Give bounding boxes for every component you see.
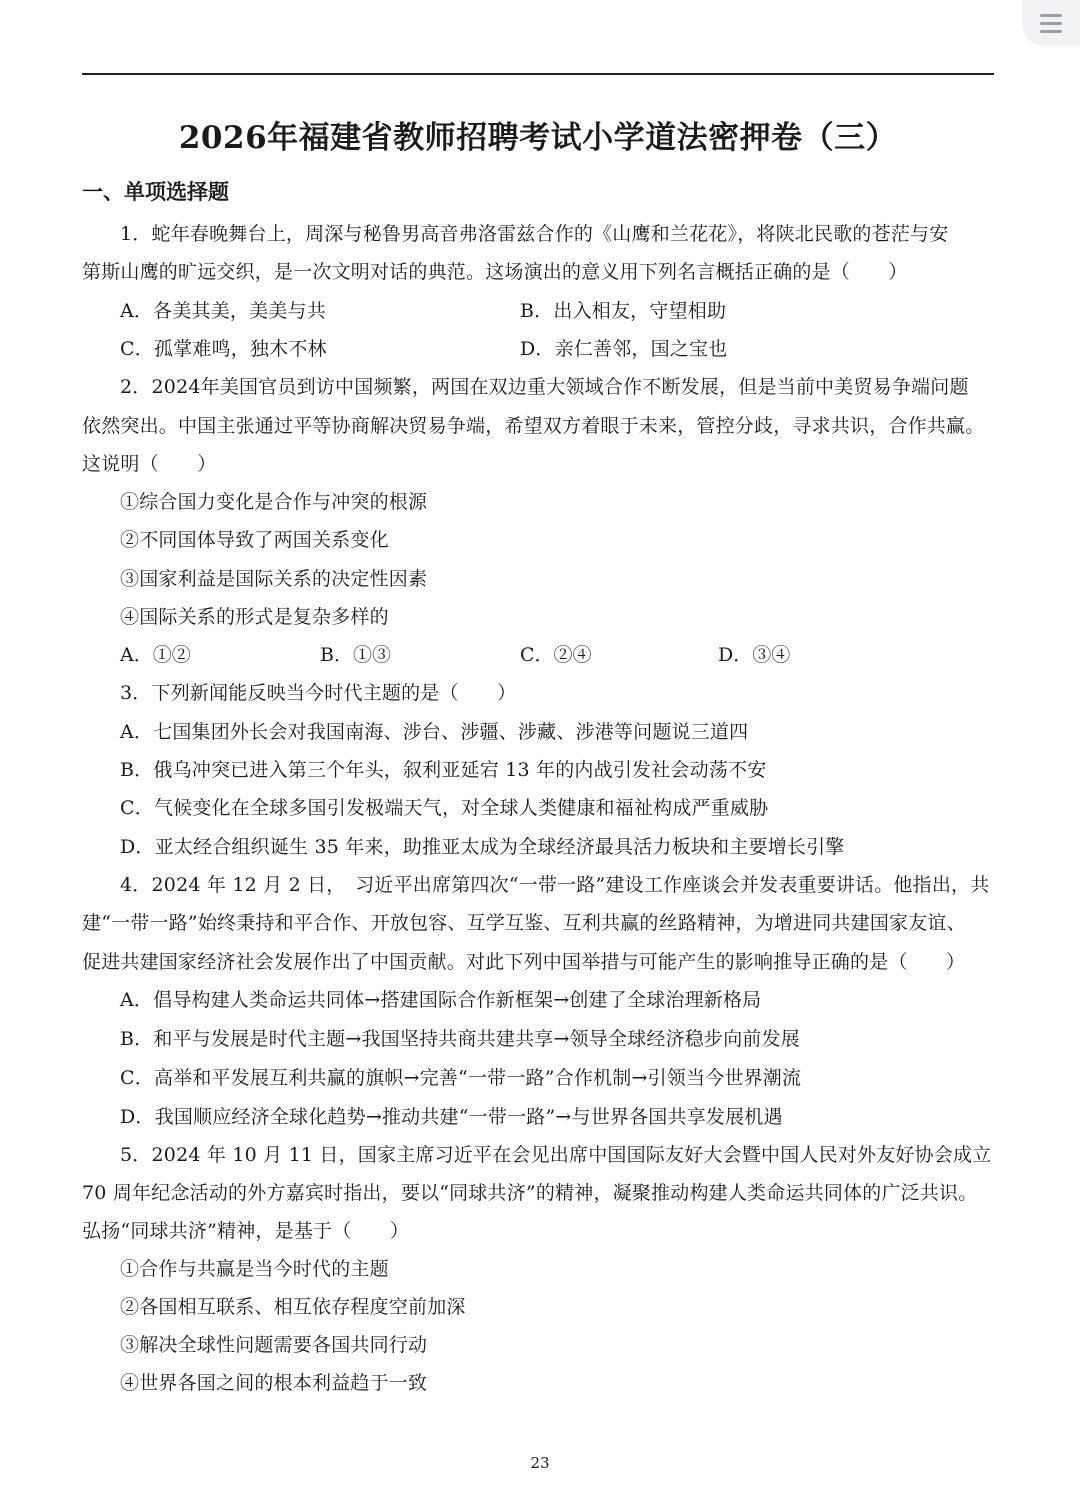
q5-stem-line3: 弘扬“同球共济”精神，是基于（ ） xyxy=(82,1220,410,1242)
page-number: 23 xyxy=(530,1454,550,1472)
q5-statement-2: ②各国相互联系、相互依存程度空前加深 xyxy=(120,1296,466,1318)
menu-icon[interactable] xyxy=(1022,0,1080,46)
q1-option-d: D．亲仁善邻，国之宝也 xyxy=(520,338,728,360)
q1-stem-line2: 第斯山鹰的旷远交织，是一次文明对话的典范。这场演出的意义用下列名言概括正确的是（ ） xyxy=(82,261,908,283)
q2-stem-line2: 依然突出。中国主张通过平等协商解决贸易争端，希望双方着眼于未来，管控分歧，寻求共识，合作共赢。 xyxy=(82,415,985,437)
q2-stem-line3: 这说明（ ） xyxy=(82,453,217,475)
header-rule xyxy=(82,73,994,75)
q2-statement-2: ②不同国体导致了两国关系变化 xyxy=(120,529,389,551)
q2-option-b: B．①③ xyxy=(320,644,391,666)
q4-stem-line3: 促进共建国家经济社会发展作出了中国贡献。对此下列中国举措与可能产生的影响推导正确的是（ ） xyxy=(82,951,966,973)
q4-option-c: C．高举和平发展互利共赢的旗帜→完善“一带一路”合作机制→引领当今世界潮流 xyxy=(120,1067,802,1089)
q4-stem-line2: 建“一带一路”始终秉持和平合作、开放包容、互学互鉴、互利共赢的丝路精神，为增进同共建国家友谊、 xyxy=(82,912,966,934)
q1-option-b: B．出入相友，守望相助 xyxy=(520,300,727,322)
q2-statement-4: ④国际关系的形式是复杂多样的 xyxy=(120,606,389,628)
q3-stem: 3．下列新闻能反映当今时代主题的是（ ） xyxy=(120,682,517,704)
q2-stem-line1: 2．2024年美国官员到访中国频繁，两国在双边重大领域合作不断发展，但是当前中美贸易争端问题 xyxy=(120,376,969,398)
q4-stem-line1: 4．2024 年 12 月 2 日， 习近平出席第四次“一带一路”建设工作座谈会并发表重要讲话。他指出，共 xyxy=(120,874,990,896)
q1-option-c: C．孤掌难鸣，独木不林 xyxy=(120,338,327,360)
q3-option-b: B．俄乌冲突已进入第三个年头，叙利亚延宕 13 年的内战引发社会动荡不安 xyxy=(120,759,767,781)
q5-statement-1: ①合作与共赢是当今时代的主题 xyxy=(120,1258,389,1280)
section-heading: 一、单项选择题 xyxy=(82,179,229,204)
q3-option-d: D．亚太经合组织诞生 35 年来，助推亚太成为全球经济最具活力板块和主要增长引擎 xyxy=(120,836,845,858)
q5-statement-4: ④世界各国之间的根本利益趋于一致 xyxy=(120,1372,428,1394)
q1-option-a: A．各美其美，美美与共 xyxy=(120,300,326,322)
q1-stem-line1: 1．蛇年春晚舞台上，周深与秘鲁男高音弗洛雷兹合作的《山鹰和兰花花》，将陕北民歌的苍茫与安 xyxy=(120,223,949,245)
q5-stem-line1: 5．2024 年 10 月 11 日，国家主席习近平在会见出席中国国际友好大会暨中国人民对外友好协会成立 xyxy=(120,1144,992,1166)
q2-option-d: D．③④ xyxy=(718,644,791,666)
q5-stem-line2: 70 周年纪念活动的外方嘉宾时指出，要以“同球共济”的精神，凝聚推动构建人类命运共同体的广泛共识。 xyxy=(82,1182,978,1204)
q3-option-a: A．七国集团外长会对我国南海、涉台、涉疆、涉藏、涉港等问题说三道四 xyxy=(120,721,749,743)
q5-statement-3: ③解决全球性问题需要各国共同行动 xyxy=(120,1334,428,1356)
q2-statement-3: ③国家利益是国际关系的决定性因素 xyxy=(120,568,428,590)
page-title: 2026年福建省教师招聘考试小学道法密押卷（三） xyxy=(178,120,898,156)
q2-statement-1: ①综合国力变化是合作与冲突的根源 xyxy=(120,491,428,513)
q4-option-a: A．倡导构建人类命运共同体→搭建国际合作新框架→创建了全球治理新格局 xyxy=(120,989,762,1011)
q2-option-a: A．①② xyxy=(120,644,191,666)
q4-option-b: B．和平与发展是时代主题→我国坚持共商共建共享→领导全球经济稳步向前发展 xyxy=(120,1028,801,1050)
q2-option-c: C．②④ xyxy=(520,644,592,666)
q3-option-c: C．气候变化在全球多国引发极端天气，对全球人类健康和福祉构成严重威胁 xyxy=(120,797,769,819)
q4-option-d: D．我国顺应经济全球化趋势→推动共建“一带一路”→与世界各国共享发展机遇 xyxy=(120,1106,783,1128)
